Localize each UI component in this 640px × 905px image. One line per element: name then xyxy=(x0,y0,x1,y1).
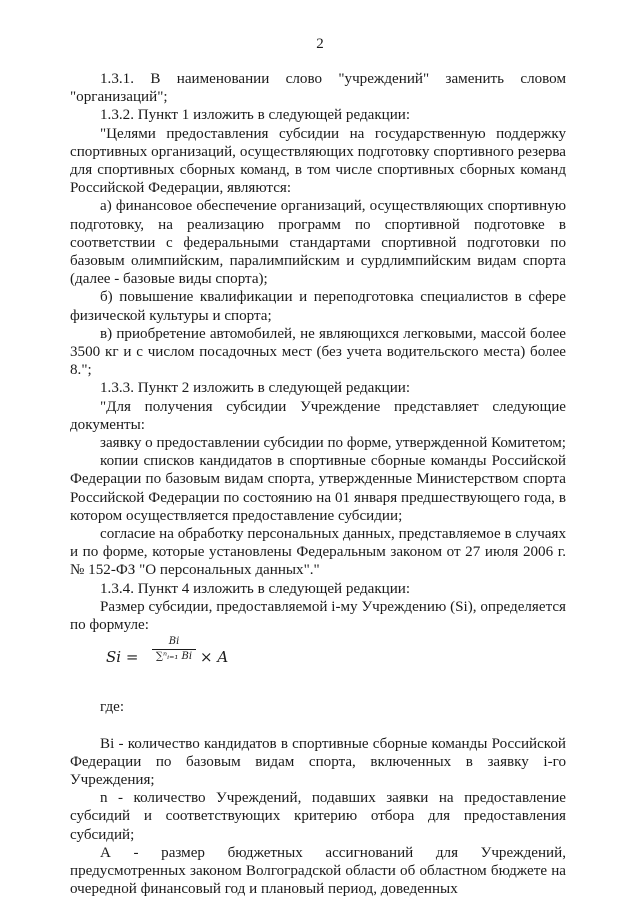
paragraph-documents-intro: "Для получения субсидии Учреждение представляет следующие документы: xyxy=(70,398,566,433)
paragraph-item-b: б) повышение квалификации и переподготовка специалистов в сфере физической культуры и спорта; xyxy=(70,289,566,324)
paragraph-def-n: n - количество Учреждений, подавших заявки на предоставление субсидий и соответствующих критерию отбора для предоставления субсидий; xyxy=(70,790,566,843)
formula-denominator: ∑ⁿᵢ₌₁ Bi xyxy=(155,651,193,663)
paragraph-1-3-1: 1.3.1. В наименовании слово "учреждений" заменить словом "организаций"; xyxy=(70,71,566,106)
paragraph-candidate-lists: копии списков кандидатов в спортивные сборные команды Российской Федерации по базовым видам спорта, утвержденные Министерством спорта Российской Федерации по состоянию на 01 января предшествующего года, в котором осуществляется предоставление субсидии; xyxy=(70,453,566,524)
paragraph-application: заявку о предоставлении субсидии по форме, утвержденной Комитетом; xyxy=(100,435,567,452)
document-body xyxy=(70,70,566,898)
paragraph-1-3-4: 1.3.4. Пункт 4 изложить в следующей редакции: xyxy=(100,580,411,597)
formula-fraction xyxy=(152,636,196,663)
paragraph-item-v: в) приобретение автомобилей, не являющихся легковыми, массой более 3500 кг и с числом посадочных мест (без учета водительского места) более 8."; xyxy=(70,325,566,379)
paragraph-subsidy-size: Размер субсидии, предоставляемой i-му Учреждению (Si), определяется по формуле: xyxy=(70,598,566,634)
paragraph-item-a: а) финансовое обеспечение организаций, осуществляющих спортивную подготовку, на реализацию программ по спортивной подготовке в соответствии с федеральными стандартами спортивной подготовки по базовым олимпийским, паралимпийским и сурдлимпийским видам спорта (далее - базовые виды спорта); xyxy=(70,198,566,288)
fraction-bar xyxy=(152,649,196,650)
paragraph-def-bi: Bi - количество кандидатов в спортивные сборные команды Российской Федерации по базовым видам спорта, включенных в заявку i-го Учреждения; xyxy=(70,735,566,788)
paragraph-def-a: А - размер бюджетных ассигнований для Учреждений, предусмотренных законом Волгоградской области об областном бюджете на очередной финансовый год и плановый период, доведенных xyxy=(70,844,566,898)
paragraph-1-3-3: 1.3.3. Пункт 2 изложить в следующей редакции: xyxy=(100,380,411,397)
paragraph-consent: согласие на обработку персональных данных, представляемое в случаях и по форме, которые установлены Федеральным законом от 27 июля 2006 г. № 152-ФЗ "О персональных данных"." xyxy=(70,526,566,579)
spacer xyxy=(70,717,566,735)
paragraph-where: где: xyxy=(100,699,125,716)
page-number: 2 xyxy=(316,36,324,52)
subsidy-formula xyxy=(70,634,566,698)
formula-lhs: Si = xyxy=(106,648,139,667)
paragraph-goals: "Целями предоставления субсидии на государственную поддержку спортивных организаций, осуществляющих подготовку спортивного резерва для спортивных сборных команд, в том числе спортивных сборных команд Российской Федерации, являются: xyxy=(70,125,566,197)
formula-numerator: Bi xyxy=(168,636,180,648)
paragraph-1-3-2: 1.3.2. Пункт 1 изложить в следующей редакции: xyxy=(100,107,411,124)
formula-rhs: × A xyxy=(200,648,229,667)
